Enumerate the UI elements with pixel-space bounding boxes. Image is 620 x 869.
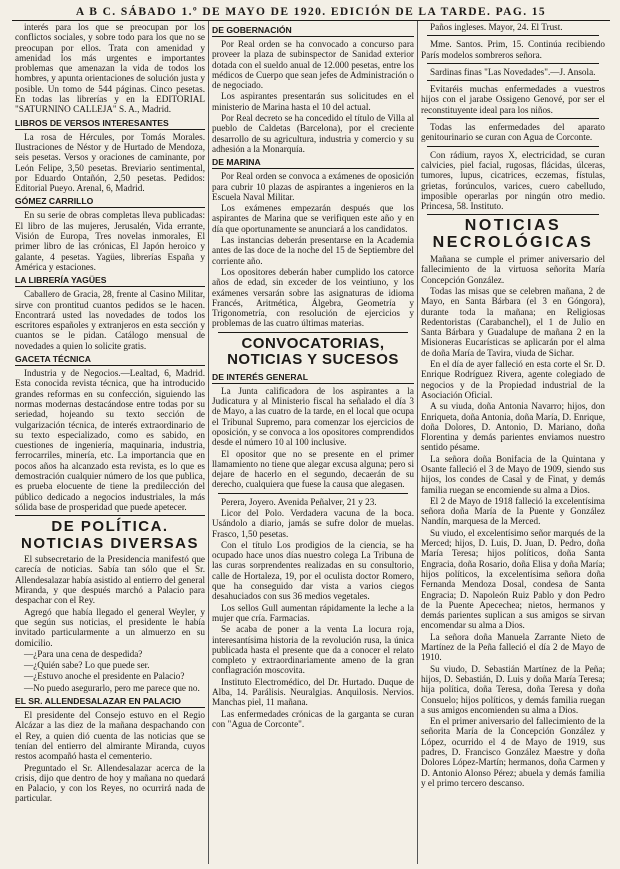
article-paragraph: Instituto Electromédico, del Dr. Hurtado. Duque de Alba, 14. Parálisis. Neuralgias. Anquilosis. Nervios. Manchas piel, 11 mañana. — [212, 676, 414, 708]
article-paragraph: —No puedo asegurarlo, pero me parece que no. — [24, 682, 200, 693]
article-paragraph: —¿Quién sabe? Lo que puede ser. — [24, 660, 150, 671]
column-2 — [208, 21, 418, 864]
article-paragraph: Todas las enfermedades del aparato genitourinario se curan con Agua de Corconte. — [421, 122, 605, 143]
divider — [427, 63, 599, 64]
article-paragraph: Los sellos Gull aumentan rápidamente la leche a la mujer que cría. Farmacias. — [212, 602, 414, 623]
section-title: CONVOCATORIAS, NOTICIAS Y SUCESOS — [227, 334, 399, 369]
article-paragraph: A su viuda, doña Antonia Navarro; hijos, don Enriqueta, doña Antonia, doña María, D. Enrique, doña Dolores, D. Antonio, D. Mariano, doña Florentina y demás parientes enviamos nuestro sentido pésame. — [421, 401, 605, 453]
section-title: DE POLÍTICA. NOTICIAS DIVERSAS — [15, 515, 205, 552]
article-paragraph: Los opositores deberán haber cumplido los catorce años de edad, sin exceder de los veintiuno, y los exámenes versarán sobre las asignaturas de idioma Francés, Aritmética, Álgebra, Geometría y Trigonometría, con resolución de ejercicios y problemas de las cuatro últimas materias. — [212, 266, 414, 329]
column-3 — [418, 21, 608, 864]
article-paragraph: Agregó que había llegado el general Weyler, y que según sus noticias, el presidente le había invitado particularmente a un almuerzo en su domicilio. — [15, 606, 205, 648]
article-paragraph: Paños ingleses. Mayor, 24. El Trust. — [430, 22, 563, 32]
article-paragraph: Evitaréis muchas enfermedades a vuestros hijos con el jarabe Ossigeno Genové, por ser el reconstituyente ideal para los niños. — [421, 84, 605, 115]
article-paragraph: Se acaba de poner a la venta La locura roja, interesantísima historia de la revolución rusa, la única publicada hasta el presente que da a conocer el relato completo y extraordinariamente ameno de la gran conflagración moscovita. — [212, 624, 414, 676]
divider — [427, 214, 599, 215]
divider — [427, 118, 599, 119]
article-paragraph: El subsecretario de la Presidencia manifestó que carecía de noticias. Sabía tan sólo que el Sr. Allendesalazar había asistido al entierro del general Miranda, y que después marchó a Palacio para despachar con el Rey. — [15, 554, 205, 606]
article-paragraph: El presidente del Consejo estuvo en el Regio Alcázar a las diez de la mañana despachando con el Rey, a quien dió cuenta de las noticias que se tenían del entierro del almirante Miranda, cuyos restos acompañó hasta el cementerio. — [15, 710, 205, 762]
article-paragraph: Los aspirantes presentarán sus solicitudes en el ministerio de Marina hasta el 10 del actual. — [212, 91, 414, 112]
article-paragraph: Con rádium, rayos X, electricidad, se curan calvicies, piel facial, rugosas, flácidas, úlceras, tumores, lupus, cicatrices, eczemas, fístulas, grietas, forúnculos, varices, cuero cabelludo, imposible operarlas por ningún otro medio. Princesa, 58. Instituto. — [421, 149, 605, 212]
article-paragraph: —¿Estuvo anoche el presidente en Palacio? — [24, 671, 185, 682]
article-paragraph: Caballero de Gracia, 28, frente al Casino Militar, sirve con prontitud cuantos pedidos se le hacen. Encontrará usted las novedades de todos los escritores españoles y extranjeros en esta sección y cuantos se le pidan. Catálogo mensual de novedades a quien lo solicite gratis. — [15, 289, 205, 351]
article-paragraph: Las instancias deberán presentarse en la Academia antes de las doce de la noche del 15 de Septiembre del corriente año. — [212, 235, 414, 266]
article-paragraph: Por Real orden se ha convocado a concurso para proveer la plaza de subinspector de Sanidad exterior dotada con el sueldo anual de 12.000 pesetas, entre los médicos de Cuerpo que sean jefes de Administración o de negociado. — [212, 39, 414, 91]
columns — [12, 21, 610, 864]
article-paragraph: La señora doña Manuela Zarrante Nieto de Martínez de la Peña falleció el día 2 de Mayo de 1910. — [421, 631, 605, 663]
article-paragraph: Licor del Polo. Verdadera vacuna de la boca. Usándolo a diario, jamás se sufre dolor de muelas. Frasco, 1,50 pesetas. — [212, 507, 414, 539]
article-paragraph: Mañana se cumple el primer aniversario del fallecimiento de la virtuosa señorita María Concepción González. — [421, 254, 605, 285]
article-paragraph: Por Real orden se convoca a exámenes de oposición para cubrir 10 plazas de aspirantes a ingenieros en la Escuela Naval Militar. — [212, 171, 414, 202]
divider — [218, 493, 408, 494]
section-heading: DE INTERÉS GENERAL — [212, 372, 414, 384]
article-paragraph: La señora doña Bonifacia de la Quintana y Osante falleció el 3 de Mayo de 1909, siendo sus hijos, los condes de Casal y de Finat, y demás familia ruegan se encomiende su alma a Dios. — [421, 453, 605, 495]
article-paragraph: Sardinas finas "Las Novedades".—J. Ansola. — [430, 66, 596, 77]
article-paragraph: Todas las misas que se celebren mañana, 2 de Mayo, en Santa Bárbara (el 3 en Góngora), durante toda la mañana; en Religiosas Redentoristas (Carabanchel), el 1 de Julio en Santa Bárbara y Guadalupe de mañana 2 en la Misioneras Eucarísticas se aplicarán por el alma de doña María de Tavira, viuda de Sichar. — [421, 285, 605, 358]
article-paragraph: Las enfermedades crónicas de la garganta se curan con "Agua de Corconte". — [212, 708, 414, 729]
section-heading: LA LIBRERÍA YAGÜES — [15, 275, 205, 287]
article-paragraph: El opositor que no se presente en el primer llamamiento no tiene que alegar excusa alguna; pero si dejare de hacerlo en el segundo, decaerán de su derecho, cualquiera que fuese la causa que alegasen. — [212, 448, 414, 490]
column-1 — [12, 21, 208, 864]
article-paragraph: Preguntado el Sr. Allendesalazar acerca de la crisis, dijo que dentro de hoy y mañana no quedará en Palacio, y con los Reyes, no ocurrirá nada de particular. — [15, 762, 205, 804]
section-heading: DE GOBERNACIÓN — [212, 25, 414, 37]
page-masthead: A B C. SÁBADO 1.º DE MAYO DE 1920. EDICIÓN DE LA TARDE. PAG. 15 — [12, 4, 610, 21]
article-paragraph: En el primer aniversario del fallecimiento de la señorita María de la Concepción González y López, ocurrido el 4 de Mayo de 1919, sus padres, D. Francisco González Maestre y doña Dolores López-Martín; hermanos, doña Carmen y D. Antonio Alonso Pérez; abuela y demás familia y el primo tercero descanso. — [421, 716, 605, 788]
section-title: NOTICIAS NECROLÓGICAS — [432, 217, 594, 252]
divider — [427, 80, 599, 81]
divider — [218, 332, 408, 333]
section-heading: LIBROS DE VERSOS INTERESANTES — [15, 118, 205, 130]
article-paragraph: Su viudo, el excelentísimo señor marqués de la Merced; hijos, D. Luis, D. Juan, D. Pedro, doña María Teresa; hijos políticos, doña Santa Engracia, doña Rosario, doña Elisa y doña María; hijos políticos, la excelentísima señora doña Fernanda Mendoza Dosal, condesa de Santa Engracia; D. Napoleón Ruiz Pablo y don Pedro de la Puente Apecechea; nietos, hermanos y demás parientes suplican a sus amigos se sirvan encomendar su alma a Dios. — [421, 527, 605, 631]
article-paragraph: Industria y de Negocios.—Lealtad, 6, Madrid. Esta conocida revista técnica, que ha introducido grandes reformas en su confección, siguiendo las normas modernas destacándose entre todas por su seriedad, hojeando su texto sección de vulgarización técnica, de interés extraordinario de su texto especializado, como es sabido, en cuestiones de ingeniería, maquinaria, industria, ferrocarriles, minería, etc. La importancia que en pocos años ha alcanzado esta revista, es lo que es demostración cualquier número de los que publica, es prueba elocuente de tiene la predilección del público dedicado a negocios industriales, la más sólida base de prosperidad que puede apetecer. — [15, 368, 205, 512]
article-paragraph: En el día de ayer falleció en esta corte el Sr. D. Enrique Rodríguez Rivera, agente colegiado de negocios y de la Propiedad industrial de la Asociación Oficial. — [421, 359, 605, 400]
section-heading: GACETA TÉCNICA — [15, 354, 205, 366]
article-paragraph: Su viudo, D. Sebastián Martínez de la Peña; hijos, D. Sebastián, D. Luis y doña María Teresa; hija política, doña Teresa, doña Teresa y doña Consuelo; hijos políticos, y demás familia ruegan a sus amigos encomienden su alma a Dios. — [421, 663, 605, 715]
article-paragraph: Los exámenes empezarán después que los aspirantes de Marina que se verifiquen este año y en día que oportunamente se anunciará a los candidatos. — [212, 203, 414, 234]
section-heading: DE MARINA — [212, 157, 414, 169]
article-paragraph: La Junta calificadora de los aspirantes a la Judicatura y al Ministerio fiscal ha señalado el día 3 de Mayo, a las cuatro de la tarde, en el local que ocupa el Tribunal Supremo, para comenzar los ejercicios de oposición, y se convoca a los opositores comprendidos desde el número 10 al 100 inclusive. — [212, 385, 414, 448]
article-paragraph: En su serie de obras completas lleva publicadas: El libro de las mujeres, Jerusalén, Vida errante, Visión de Europa, Tres novelas inmorales, El primer libro de las crónicas, El Japón heroico y galante, 4 pesetas. Yagües, librerías España y América y estaciones. — [15, 210, 205, 272]
article-paragraph: interés para los que se preocupan por los conflictos sociales, y sobre todo para los que no se preocupan por ellos. Trata con amenidad y amenidad los más urgentes e importantes problemas que amenazan la vida de todos los hombres, y apunta orientaciones de solución justa y posible. Un tomo de 544 páginas. Cinco pesetas. En todas las librerías y en la EDITORIAL "SATURNINO CALLEJA" S. A., Madrid. — [15, 22, 205, 115]
section-heading: EL SR. ALLENDESALAZAR EN PALACIO — [15, 696, 205, 708]
divider — [427, 35, 599, 36]
article-paragraph: —¿Para una cena de despedida? — [24, 648, 143, 659]
article-paragraph: La rosa de Hércules, por Tomás Morales. Ilustraciones de Néstor y de Hurtado de Mendoza, seis pesetas. Versos y oraciones de caminante, por León Felipe, 3,50 pesetas. Breviario sentimental, por Eduardo Ontañón, 2,50 pesetas. Pedidos: Editorial Pueyo. Arenal, 6, Madrid. — [15, 131, 205, 194]
section-heading: GÓMEZ CARRILLO — [15, 196, 205, 208]
article-paragraph: Mme. Santos. Prim, 15. Continúa recibiendo París modelos sombreros señora. — [421, 39, 605, 60]
article-paragraph: Por Real decreto se ha concedido el título de Villa al pueblo de Caldetas (Barcelona), por el creciente desarrollo de su agricultura, industria y comercio y su adhesión a la Monarquía. — [212, 113, 414, 154]
divider — [427, 146, 599, 147]
article-paragraph: Con el título Los prodigios de la ciencia, se ha ocupado hace unos días nuestro colega La Tribuna de las curas sorprendentes realizadas en su consultorio, calle de Hortaleza, 19, por el oculista doctor Romero, que ha conseguido dar vista a varios ciegos desahuciados con sus 36 medios vegetales. — [212, 539, 414, 602]
article-paragraph: Perera, Joyero. Avenida Peñalver, 21 y 23. — [221, 496, 377, 507]
article-paragraph: El 2 de Mayo de 1918 falleció la excelentísima señora doña María de la Puente y González Nandín, marquesa de la Merced. — [421, 495, 605, 527]
